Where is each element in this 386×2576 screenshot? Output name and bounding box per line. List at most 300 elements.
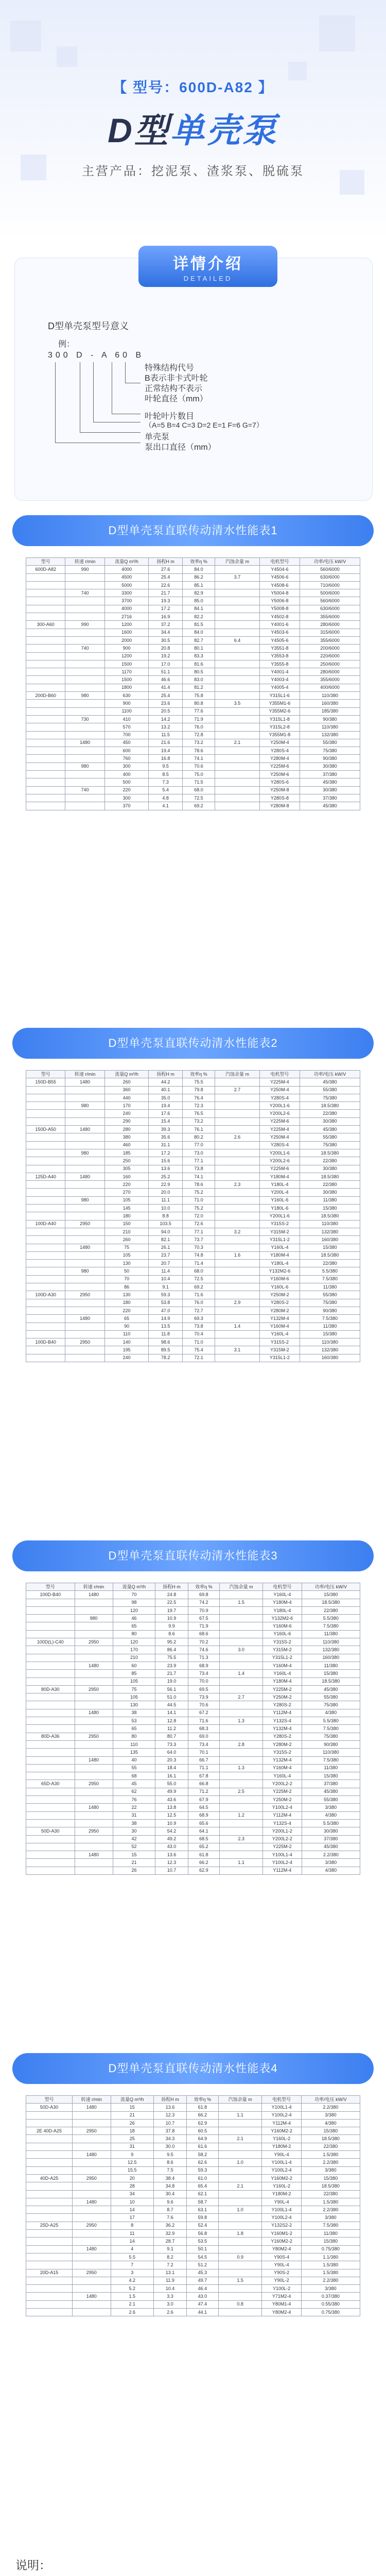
table-cell: 22 — [113, 1804, 155, 1811]
table-cell: 31 — [113, 1811, 155, 1819]
table-cell — [75, 1630, 113, 1638]
table-cell: Y250M-2 — [262, 1796, 302, 1804]
table-cell: 2.9 — [215, 1299, 260, 1307]
table-cell: 2950 — [65, 1220, 104, 1228]
table-cell: 370 — [104, 802, 149, 810]
table-cell: 37/380 — [302, 1835, 360, 1843]
table-cell: 132/380 — [302, 1646, 360, 1654]
table-cell: 4.8 — [149, 794, 182, 802]
table-cell — [218, 2198, 261, 2206]
diagram-title: D型单壳泵型号意义 — [48, 321, 129, 331]
table-cell: 80 — [113, 1630, 155, 1638]
table-cell — [26, 1654, 75, 1662]
table-cell: 8.6 — [154, 2159, 187, 2166]
table-cell: 54.2 — [155, 1827, 188, 1835]
table-cell: 71.0 — [182, 1196, 215, 1204]
notes — [15, 2555, 371, 2576]
table-cell: 65 — [113, 1725, 155, 1733]
table-cell: 19.4 — [149, 747, 182, 755]
table-cell: Y180L-6 — [259, 1205, 300, 1212]
table-cell — [26, 700, 65, 707]
table-row — [26, 1843, 360, 1851]
table-cell: 380 — [104, 1133, 149, 1141]
column-header: 效率η % — [188, 1583, 220, 1591]
table-cell — [65, 573, 104, 581]
label-blade-code: （A=5 B=4 C=3 D=2 E=1 F=6 G=7） — [145, 421, 264, 429]
table-cell — [26, 1236, 65, 1244]
table-cell — [26, 1851, 75, 1859]
table-cell — [26, 2135, 73, 2143]
table-cell: 70 — [104, 1275, 149, 1283]
table-cell: 1480 — [65, 1173, 104, 1180]
table-cell: 73.4 — [188, 1670, 220, 1677]
table-cell: 50 — [104, 1267, 149, 1275]
table-cell: 64.9 — [186, 2135, 218, 2143]
table-cell: 19.2 — [149, 652, 182, 660]
table-row — [26, 1725, 360, 1733]
table-row — [26, 1591, 360, 1599]
table-cell: 210 — [104, 1228, 149, 1235]
table-row — [26, 566, 360, 573]
table-cell — [65, 1117, 104, 1125]
table-cell: 72.3 — [182, 1102, 215, 1110]
table-row — [26, 1283, 360, 1291]
table-cell: 280 — [104, 1126, 149, 1133]
table-cell — [215, 1275, 260, 1283]
table-cell — [26, 1149, 65, 1157]
table-cell — [75, 1819, 113, 1827]
table-cell: 8.5 — [149, 771, 182, 778]
table-cell: 0.75/380 — [301, 2245, 360, 2253]
table-cell: 18.5/380 — [301, 2135, 360, 2143]
table-cell: 74.1 — [182, 755, 215, 762]
table-cell: 70.1 — [188, 1749, 220, 1756]
table-cell: Y250M-2 — [262, 1693, 302, 1701]
table-cell: 8.7 — [154, 2206, 187, 2214]
table-cell: 80.2 — [182, 1133, 215, 1141]
table-cell — [65, 755, 104, 762]
table-cell: 45/380 — [300, 778, 360, 786]
table-cell: 980 — [75, 1615, 113, 1622]
model-tag: 【 型号：600D-A82 】 — [112, 79, 274, 95]
table-cell: 76.5 — [182, 1110, 215, 1117]
table-cell — [65, 1330, 104, 1338]
table-cell: Y100L2-4 — [262, 2166, 301, 2174]
table-cell: 72.8 — [182, 731, 215, 739]
table-cell: Y160M-6 — [259, 1275, 300, 1283]
table-cell — [215, 589, 260, 597]
table-cell: 7.5/380 — [301, 2222, 360, 2229]
table-cell: Y315S-2 — [262, 1638, 302, 1646]
table-cell: Y132S2-2 — [262, 2222, 301, 2229]
table-cell — [215, 1141, 260, 1149]
table-cell: 100D-A40 — [26, 1220, 65, 1228]
table-cell: 80.1 — [182, 645, 215, 652]
table-cell — [220, 1851, 263, 1859]
table-cell: 1170 — [104, 668, 149, 676]
table-cell — [215, 1260, 260, 1267]
table-cell: Y355M1-6 — [259, 700, 300, 707]
table-cell — [26, 2119, 73, 2127]
table-cell: 3.0 — [220, 1646, 263, 1654]
table-row — [26, 1102, 360, 1110]
table-cell: 55/380 — [300, 1086, 360, 1094]
table-cell: 11 — [111, 2230, 154, 2238]
table-cell: 55.0 — [155, 1780, 188, 1788]
table-cell: Y160M2-2 — [262, 2127, 301, 2135]
table-cell: 1100 — [104, 707, 149, 715]
table-cell — [220, 1780, 263, 1788]
table-cell: 12.3 — [154, 2111, 187, 2119]
table-cell: Y200L1-6 — [259, 1102, 300, 1110]
table-row — [26, 1749, 360, 1756]
column-header: 效率η % — [182, 1071, 215, 1078]
table-cell: Y112M-4 — [262, 1709, 302, 1717]
table-cell — [26, 771, 65, 778]
table-cell: 360 — [104, 1086, 149, 1094]
table-cell: 2950 — [72, 2222, 111, 2229]
table-cell: Y280M-4 — [259, 755, 300, 762]
table-cell — [215, 723, 260, 731]
table-cell: 82.1 — [149, 1236, 182, 1244]
label-blade-count: 叶轮叶片数目 — [145, 412, 195, 421]
table-cell: Y132M-4 — [259, 1315, 300, 1323]
table-cell: 40 — [113, 1756, 155, 1764]
table-cell: 64.5 — [188, 1804, 220, 1811]
table-cell: 185 — [104, 1149, 149, 1157]
table-cell — [215, 1157, 260, 1165]
table-cell: Y225M-6 — [259, 762, 300, 770]
table-row — [26, 731, 360, 739]
table-cell — [218, 2214, 261, 2222]
table-cell — [215, 1110, 260, 1117]
table-cell: 23.7 — [149, 1251, 182, 1259]
table-cell — [26, 1196, 65, 1204]
table-cell: 76.0 — [182, 1299, 215, 1307]
table-row — [26, 2182, 360, 2190]
table-cell — [220, 1591, 263, 1599]
table-cell — [215, 1267, 260, 1275]
table-cell: 16.1 — [155, 1772, 188, 1780]
table-cell: 61.8 — [186, 2104, 218, 2111]
table-cell: 1.6 — [215, 1251, 260, 1259]
table-cell: 15/380 — [300, 1205, 360, 1212]
table-cell: 2.1 — [218, 2182, 261, 2190]
table-cell — [26, 1811, 75, 1819]
table-cell: 68.9 — [188, 1811, 220, 1819]
table-cell: Y200L2-2 — [262, 1780, 302, 1788]
main-products: 主营产品：挖泥泵、渣浆泵、脱硫泵 — [82, 164, 304, 178]
table-row — [26, 1205, 360, 1212]
details-card — [14, 258, 373, 501]
table-cell: 4.2 — [111, 2277, 154, 2284]
table-row — [26, 1756, 360, 1764]
table-row — [26, 1764, 360, 1772]
table-cell: 21.7 — [155, 1670, 188, 1677]
table-cell: Y280M-8 — [259, 802, 300, 810]
table-cell: 2950 — [75, 1733, 113, 1740]
table-cell: 280/6000 — [300, 621, 360, 629]
table-cell — [220, 1662, 263, 1669]
table-cell: 200/6000 — [300, 645, 360, 652]
table-cell: 1.0 — [218, 2159, 261, 2166]
table-cell — [26, 1867, 75, 1874]
table-cell — [26, 2182, 73, 2190]
table-cell — [218, 2190, 261, 2198]
table-cell: 81.6 — [182, 660, 215, 668]
table-cell — [72, 2119, 111, 2127]
table-cell: 5.4 — [149, 786, 182, 794]
table-cell — [26, 573, 65, 581]
table-cell: 150D-B55 — [26, 1078, 65, 1086]
table-cell: 84.0 — [182, 629, 215, 636]
table-cell — [26, 1796, 75, 1804]
table-cell: 15/380 — [300, 1244, 360, 1251]
example-label: 例： — [58, 340, 75, 349]
table-row — [26, 2238, 360, 2245]
table-row — [26, 1827, 360, 1835]
table-cell: 740 — [65, 786, 104, 794]
table-row — [26, 613, 360, 621]
section-title: D型单壳泵直联传动清水性能表4 — [12, 2053, 374, 2084]
table-cell: 58.2 — [186, 2151, 218, 2159]
table-cell: Y90S-2 — [262, 2269, 301, 2277]
table-cell: 55/380 — [300, 1133, 360, 1141]
table-cell: 39.3 — [149, 1126, 182, 1133]
table-cell: 56.1 — [155, 1685, 188, 1693]
table-cell: 140 — [104, 1338, 149, 1346]
table-row — [26, 2143, 360, 2150]
table-cell — [26, 1157, 65, 1165]
table-header-row — [26, 1583, 360, 1591]
table-cell: 72.7 — [182, 1307, 215, 1314]
table-cell: 1.3 — [220, 1764, 263, 1772]
table-cell: 1600 — [104, 629, 149, 636]
table-cell: 27.6 — [149, 566, 182, 573]
table-cell: Y160L-6 — [262, 1630, 302, 1638]
table-cell: 7.5/380 — [302, 1756, 360, 1764]
table-cell: 10.9 — [155, 1615, 188, 1622]
table-cell — [26, 1212, 65, 1220]
table-cell: 560/6000 — [300, 597, 360, 605]
table-cell — [26, 802, 65, 810]
table-cell: 2950 — [75, 1685, 113, 1693]
table-cell: Y315S-2 — [259, 1338, 300, 1346]
table-cell: 68.9 — [188, 1662, 220, 1669]
hero-banner — [0, 0, 386, 242]
table-row — [26, 2151, 360, 2159]
table-cell: 22/380 — [300, 1260, 360, 1267]
table-row — [26, 2230, 360, 2238]
table-cell: 10.0 — [149, 1205, 182, 1212]
table-row — [26, 1094, 360, 1101]
table-cell: 13.6 — [154, 2104, 187, 2111]
table-row — [26, 692, 360, 700]
table-cell: 220 — [104, 786, 149, 794]
table-cell: 2.6 — [154, 2309, 187, 2316]
table-cell: 1480 — [75, 1804, 113, 1811]
table-cell — [65, 1141, 104, 1149]
table-cell — [215, 613, 260, 621]
performance-section — [12, 1540, 374, 1875]
table-cell — [215, 652, 260, 660]
table-row — [26, 589, 360, 597]
table-cell: 980 — [65, 692, 104, 700]
table-cell: 3/380 — [301, 2111, 360, 2119]
table-cell: 21.7 — [149, 589, 182, 597]
table-cell — [215, 802, 260, 810]
table-cell: 11.2 — [155, 1725, 188, 1733]
table-cell: Y112M-4 — [262, 1811, 302, 1819]
table-cell: 77.1 — [182, 1228, 215, 1235]
table-cell — [215, 629, 260, 636]
table-cell — [26, 762, 65, 770]
table-cell: 77.6 — [182, 707, 215, 715]
table-cell: 9.1 — [154, 2245, 187, 2253]
table-cell: 1.5/380 — [301, 2269, 360, 2277]
table-cell: 250/6000 — [300, 660, 360, 668]
table-cell — [75, 1843, 113, 1851]
table-cell: 51.0 — [155, 1693, 188, 1701]
table-cell — [26, 715, 65, 723]
table-cell: 700 — [104, 731, 149, 739]
table-cell: 25.4 — [149, 692, 182, 700]
table-cell: 75.0 — [182, 771, 215, 778]
table-cell: 7.2 — [154, 2261, 187, 2269]
table-cell: 60.5 — [186, 2127, 218, 2135]
table-cell: 25.2 — [149, 1173, 182, 1180]
table-cell: 15.5 — [111, 2166, 154, 2174]
table-cell: Y225M-6 — [259, 1117, 300, 1125]
table-cell: 240 — [104, 1110, 149, 1117]
table-cell: 2950 — [75, 1638, 113, 1646]
table-cell — [218, 2293, 261, 2300]
table-cell — [220, 1827, 263, 1835]
table-cell: 16.9 — [149, 613, 182, 621]
table-cell: 170 — [113, 1646, 155, 1654]
table-row — [26, 1859, 360, 1867]
table-cell: 460 — [104, 1141, 149, 1149]
table-row — [26, 636, 360, 644]
table-cell: 72.5 — [182, 1275, 215, 1283]
table-row — [26, 1117, 360, 1125]
table-cell: 0.8 — [218, 2300, 261, 2308]
table-cell — [26, 668, 65, 676]
table-cell — [26, 581, 65, 589]
table-cell: 1480 — [65, 1126, 104, 1133]
table-cell: 2.2/380 — [302, 1851, 360, 1859]
table-cell — [215, 1078, 260, 1086]
table-cell — [75, 1796, 113, 1804]
table-row — [26, 2277, 360, 2284]
table-cell: 35.0 — [149, 1094, 182, 1101]
table-cell — [65, 652, 104, 660]
table-cell: 9.5 — [154, 2151, 187, 2159]
table-row — [26, 1086, 360, 1094]
table-cell: 150D-A50 — [26, 1126, 65, 1133]
column-header: 电机型号 — [259, 1071, 300, 1078]
table-cell — [26, 2253, 73, 2261]
table-cell — [26, 1346, 65, 1354]
table-row — [26, 1078, 360, 1086]
table-cell: Y160L-4 — [259, 1330, 300, 1338]
table-cell: 43.0 — [186, 2293, 218, 2300]
table-cell: 53.5 — [186, 2238, 218, 2245]
table-cell: 24.8 — [155, 1591, 188, 1599]
table-cell: Y4503-6 — [259, 629, 300, 636]
table-cell: 3.7 — [215, 573, 260, 581]
table-cell: Y4504-6 — [259, 566, 300, 573]
table-cell: 70.9 — [188, 1606, 220, 1614]
table-cell — [65, 1323, 104, 1330]
table-cell: 3.5 — [215, 700, 260, 707]
table-cell: Y160M2-2 — [262, 2238, 301, 2245]
table-cell — [26, 652, 65, 660]
table-cell: 6.4 — [215, 636, 260, 644]
table-cell — [218, 2151, 261, 2159]
table-cell: 21 — [113, 1859, 155, 1867]
table-cell: 32.9 — [154, 2230, 187, 2238]
table-cell: Y90L-4 — [262, 2151, 301, 2159]
table-cell: 5.2 — [111, 2285, 154, 2293]
table-cell: 990 — [65, 566, 104, 573]
table-cell: 73.8 — [182, 1165, 215, 1173]
table-cell: 52.4 — [186, 2222, 218, 2229]
table-cell: 72.5 — [182, 794, 215, 802]
table-cell — [26, 1859, 75, 1867]
table-cell: Y90S-4 — [262, 2253, 301, 2261]
table-cell: 47.4 — [186, 2300, 218, 2308]
table-row — [26, 660, 360, 668]
table-cell: 67.5 — [188, 1615, 220, 1622]
table-cell: 55/380 — [302, 1693, 360, 1701]
table-cell — [218, 2119, 261, 2127]
table-cell: 2950 — [75, 1780, 113, 1788]
table-cell — [26, 645, 65, 652]
table-cell: 74.6 — [188, 1646, 220, 1654]
table-cell: 120 — [113, 1638, 155, 1646]
table-cell: 45/380 — [302, 1685, 360, 1693]
table-cell: 75/380 — [302, 1701, 360, 1709]
table-cell: 70.6 — [188, 1701, 220, 1709]
table-cell: 4/380 — [302, 1867, 360, 1874]
table-cell: Y132M2-6 — [259, 1267, 300, 1275]
table-cell: Y3553-8 — [259, 652, 300, 660]
table-cell: 160/380 — [300, 700, 360, 707]
table-cell: 75/380 — [300, 1299, 360, 1307]
table-cell — [26, 739, 65, 747]
table-cell: Y180L-4 — [259, 1260, 300, 1267]
table-cell: 73.4 — [188, 1740, 220, 1748]
table-row — [26, 2104, 360, 2111]
table-cell: Y90L-2 — [262, 2277, 301, 2284]
table-cell: 70 — [113, 1591, 155, 1599]
table-cell: 110 — [113, 1740, 155, 1748]
table-cell: Y80M2-4 — [262, 2245, 301, 2253]
table-cell: 1.5 — [220, 1599, 263, 1606]
table-cell: 46 — [113, 1615, 155, 1622]
table-row — [26, 1851, 360, 1859]
table-cell: 195 — [104, 1346, 149, 1354]
table-row — [26, 1338, 360, 1346]
table-cell: Y100L2-4 — [262, 2111, 301, 2119]
table-cell: 71.4 — [182, 1260, 215, 1267]
table-cell: 0.9 — [218, 2253, 261, 2261]
table-cell — [218, 2143, 261, 2150]
table-cell: Y280M-2 — [259, 1307, 300, 1314]
table-cell: 84.0 — [182, 566, 215, 573]
table-cell — [72, 2135, 111, 2143]
